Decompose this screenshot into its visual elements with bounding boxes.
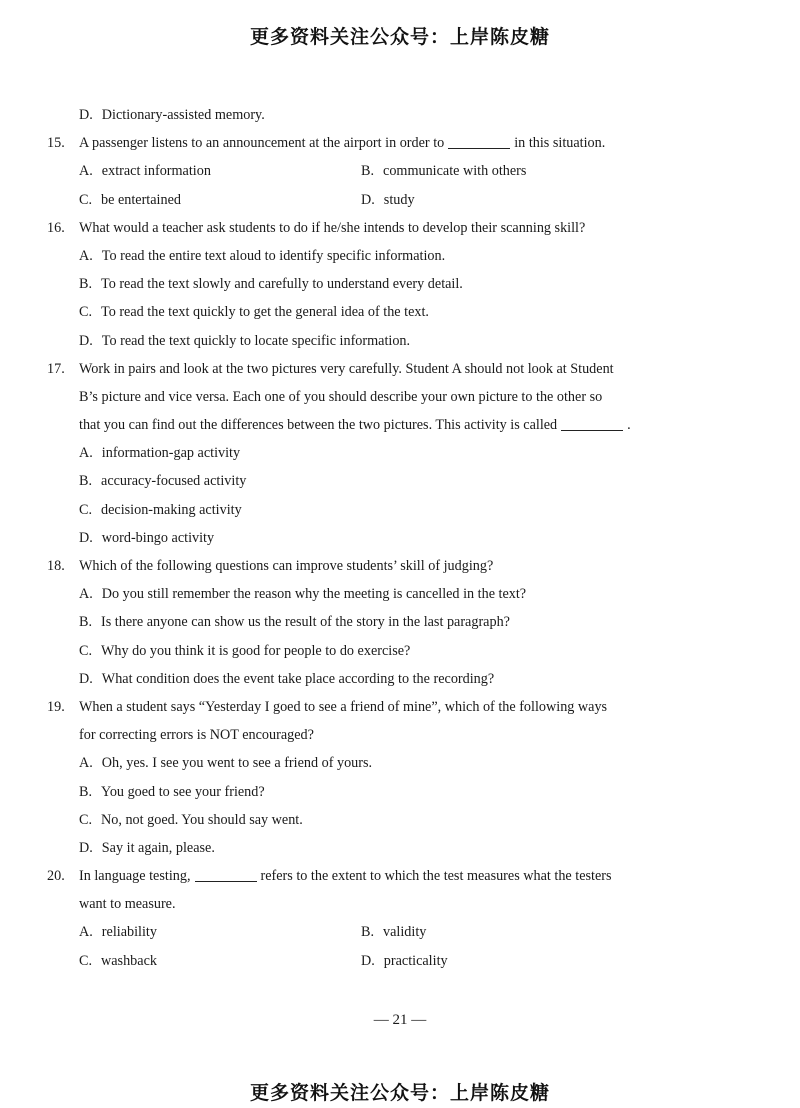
option-b: B. communicate with others — [361, 163, 527, 180]
option-d: D. study — [361, 191, 415, 208]
answer-blank — [448, 134, 510, 149]
question-number: 15. — [47, 135, 65, 152]
q20-stem-line-2: want to measure. — [79, 896, 176, 913]
q20-options-row-1 — [47, 918, 662, 946]
q19-option-b: B. You goed to see your friend? — [79, 783, 265, 800]
q18-stem — [47, 552, 662, 580]
q14-option-d — [47, 101, 662, 129]
question-number: 18. — [47, 558, 65, 574]
q17-stem-line-3: that you can find out the differences between the two pictures. This activity is called . — [79, 417, 631, 434]
q20-stem-line-1 — [47, 862, 662, 890]
stem-text: Work in pairs and look at the two pictures very carefully. Student A should not look at Student — [79, 360, 614, 377]
page-number: — 21 — — [373, 1012, 427, 1028]
q16-option-c: C. To read the text quickly to get the general idea of the text. — [79, 304, 429, 321]
stem-text: refers to the extent to which the test measures what the testers — [260, 868, 612, 885]
q19-stem-line-1 — [47, 693, 662, 721]
q15-stem — [47, 129, 662, 157]
option-d: D. practicality — [361, 952, 448, 969]
q17-stem-line-1 — [47, 355, 662, 383]
footer-banner: 更多资料关注公众号：上岸陈皮糖 — [249, 1082, 550, 1104]
stem-text: When a student says “Yesterday I goed to see a friend of mine”, which of the following ways — [79, 698, 608, 715]
stem-text: in this situation. — [514, 135, 606, 152]
q18-option-c: C. Why do you think it is good for people to do exercise? — [79, 642, 411, 659]
option-a: A. reliability — [79, 924, 157, 941]
question-number: 16. — [47, 219, 65, 236]
option-a: A. extract information — [79, 163, 211, 180]
answer-blank — [195, 867, 257, 882]
option-text: Dictionary-assisted memory. — [101, 107, 265, 123]
q15-options-row-1 — [47, 157, 662, 185]
question-number: 17. — [47, 360, 65, 377]
q17-option-a: A. information-gap activity — [79, 445, 241, 462]
q17-option-b: B. accuracy-focused activity — [79, 473, 247, 490]
q19-stem-line-2: for correcting errors is NOT encouraged? — [79, 727, 314, 744]
q16-stem — [47, 214, 662, 242]
stem-text: A passenger listens to an announcement at the airport in order to — [79, 135, 445, 152]
stem-text: What would a teacher ask students to do if he/she intends to develop their scanning skill? — [79, 219, 586, 236]
question-number: 20. — [47, 868, 65, 885]
q16-option-a: A. To read the entire text aloud to identify specific information. — [79, 247, 446, 264]
q18-option-a: A. Do you still remember the reason why the meeting is cancelled in the text? — [79, 586, 527, 603]
q16-option-b: B. To read the text slowly and carefully to understand every detail. — [79, 276, 463, 293]
stem-text: Which of the following questions can improve students’ skill of judging? — [79, 558, 494, 574]
option-letter: D. — [79, 107, 93, 123]
q15-options-row-2 — [47, 186, 662, 214]
option-c: C. be entertained — [79, 191, 181, 208]
q18-option-d: D. What condition does the event take place according to the recording? — [79, 670, 495, 687]
q16-option-d: D. To read the text quickly to locate specific information. — [79, 332, 411, 349]
answer-blank — [561, 416, 623, 431]
question-number: 19. — [47, 698, 65, 715]
q17-option-d: D. word-bingo activity — [79, 529, 215, 546]
option-c: C. washback — [79, 952, 157, 969]
q17-stem-line-2: B’s picture and vice versa. Each one of you should describe your own picture to the other so — [79, 388, 603, 405]
header-banner: 更多资料关注公众号：上岸陈皮糖 — [249, 26, 550, 48]
stem-text: In language testing, — [79, 868, 191, 885]
question-list — [47, 101, 662, 975]
q19-option-c: C. No, not goed. You should say went. — [79, 811, 303, 828]
q20-options-row-2 — [47, 947, 662, 975]
q19-option-a: A. Oh, yes. I see you went to see a friend of yours. — [79, 755, 373, 772]
option-b: B. validity — [361, 924, 427, 941]
q19-option-d: D. Say it again, please. — [79, 839, 215, 856]
q17-option-c: C. decision-making activity — [79, 501, 242, 518]
q18-option-b: B. Is there anyone can show us the result of the story in the last paragraph? — [79, 614, 510, 631]
